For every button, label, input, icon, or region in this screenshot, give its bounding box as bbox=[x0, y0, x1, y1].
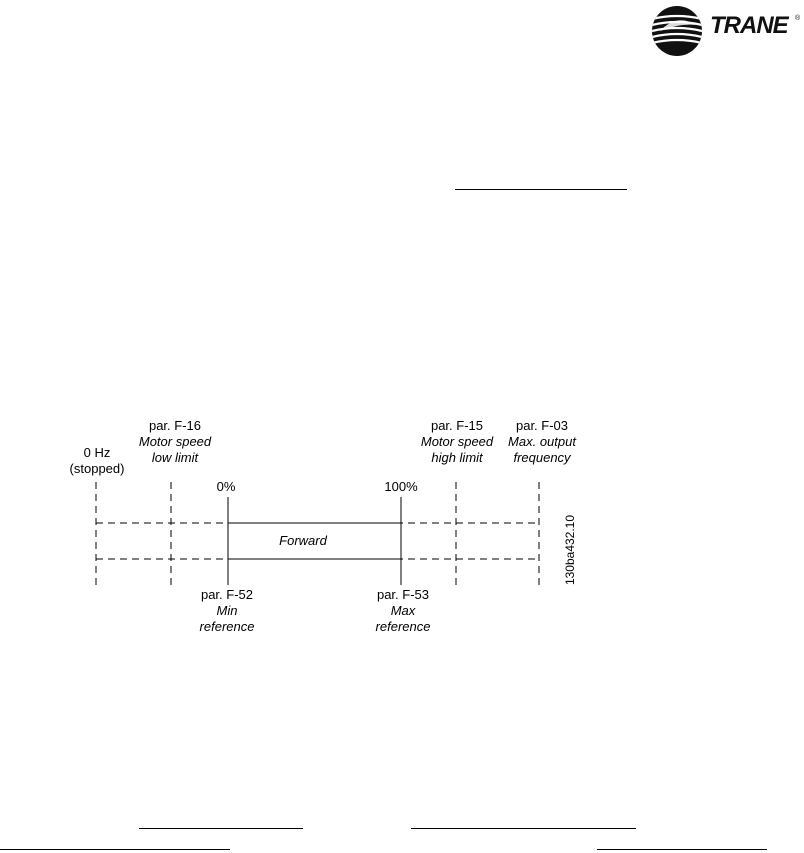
label-f16-line3: low limit bbox=[151, 450, 199, 465]
label-f15-line2: Motor speed bbox=[420, 434, 494, 449]
label-f03-line2: Max. output bbox=[508, 434, 576, 449]
label-zero-hz bbox=[70, 445, 125, 477]
label-f52-line3: reference bbox=[199, 619, 255, 634]
label-zero-hz-line2: (stopped) bbox=[69, 461, 125, 476]
label-f03-line3: frequency bbox=[513, 450, 571, 465]
label-f15-par: par. F-15 bbox=[430, 418, 484, 433]
label-f52-line2: Min bbox=[216, 603, 238, 618]
label-f53 bbox=[376, 587, 431, 635]
label-f03-par: par. F-03 bbox=[515, 418, 569, 433]
label-f16 bbox=[139, 418, 211, 466]
label-f53-line2: Max bbox=[390, 603, 416, 618]
label-f52-par: par. F-52 bbox=[200, 587, 254, 602]
label-f15 bbox=[421, 418, 493, 466]
label-hundred-percent: 100% bbox=[384, 479, 418, 494]
label-f52 bbox=[200, 587, 255, 635]
label-f53-line3: reference bbox=[375, 619, 431, 634]
label-f03 bbox=[508, 418, 576, 466]
label-forward: Forward bbox=[279, 533, 327, 548]
label-f15-line3: high limit bbox=[431, 450, 483, 465]
registered-mark: ® bbox=[795, 15, 801, 22]
label-f53-par: par. F-53 bbox=[376, 587, 430, 602]
label-zero-percent: 0% bbox=[216, 479, 236, 494]
label-f16-par: par. F-16 bbox=[148, 418, 202, 433]
label-f16-line2: Motor speed bbox=[138, 434, 212, 449]
brand-name: TRANE bbox=[710, 12, 788, 39]
figure-code: 130ba432.10 bbox=[563, 514, 577, 586]
label-zero-hz-line1: 0 Hz bbox=[83, 445, 111, 460]
